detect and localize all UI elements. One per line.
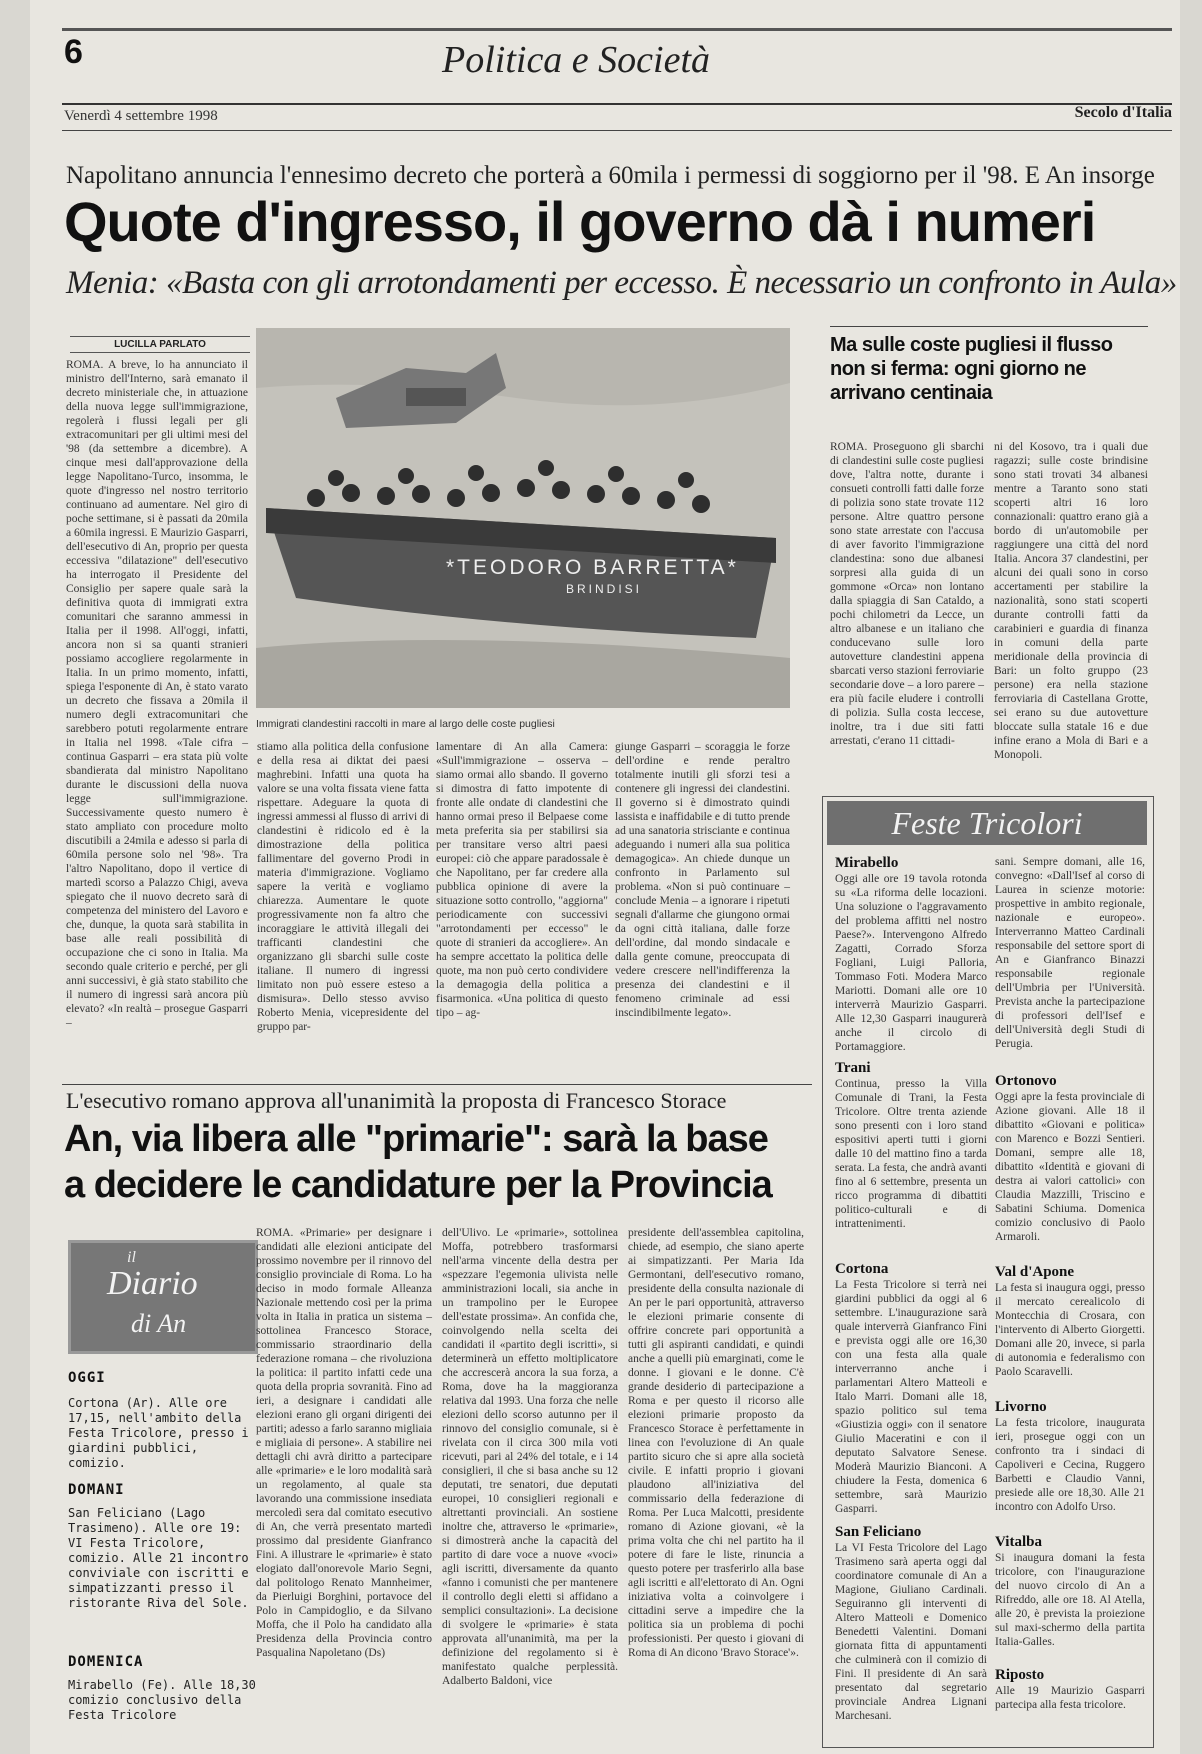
article2-column2: dell'Ulivo. Le «primarie», sottolinea Moffa, potrebbero trasformarsi nell'arma vincente della destra per «spezzare l'egemonia ulivista nelle amministrazioni locali, sia anche in un trampolino per le Europee dell'estate prossima». An confida che, coinvolgendo nella scelta dei candidati il «partito degli iscritti», si determinerà un effetto moltiplicatore che accrescerà ancora la sua forza, a Roma, dove ha la maggioranza relativa dal 1993. Una forza che nelle elezioni dello scorso autunno per il rinnovo del consiglio comunale, si è rivelata con il circa 300 mila voti ricevuti, pari al 24% del totale, e i 14 consiglieri, il che si basa anche su 12 deputati, tre senatori, due deputati europei, 10 consiglieri regionali e altrettanti provinciali. An sostiene inoltre che, attraverso le «primarie», si dimostrerà anche la capacità del partito di dare voce a nuove «voci» agli iscritti, diversamente da quanto «fanno i comunisti che per mantenere il controllo degli eletti si affidano a semplici consultazioni». La decisione di svolgere le «primarie» è stata approvata all'unanimità, ma per la definizione del regolamento si è manifestato qualche perplessità. Adalberto Baldoni, vice [442,1227,618,1687]
article2-kicker: L'esecutivo romano approva all'unanimità la proposta di Francesco Storace [66,1088,727,1113]
diario-title-block [68,1240,258,1354]
feste-text-continued: sani. Sempre domani, alle 16, convegno: «Dall'Isef al corso di Laurea in scienze motorie: prospettive in ambito regionale, nazionale e europeo». Interverranno Matteo Cardinali responsabile del settore sport di An e Gianfranco Binazzi responsabile regionale dell'Umbria per l'Università. Prevista anche la partecipazione di professori dell'Isef e dell'Università degli Studi di Perugia. [995,856,1145,1050]
diario-title-main: Diario [107,1265,198,1302]
diario-label-oggi: OGGI [68,1370,106,1386]
diario-label-domani: DOMANI [68,1482,125,1498]
feste-place-vitalba: Vitalba [995,1534,1042,1550]
feste-title: Feste Tricolori [891,805,1083,841]
article1-column3: lamentare di An alla Camera: «Sull'immigrazione – osserva – siamo ormai allo sbando. Il governo si dimostra di fatto impotente di fronte alle ondate di clandestini che hanno ormai preso il Belpaese come meta preferita sia per stabilirsi sia per transitare verso altri paesi europei: ciò che appare paradossale è che Napolitano, per far credere alla pubblica opinione di avere la situazione sotto controllo, "aggiorna" periodicamente con successivi "arrotondamenti per eccesso" le quote di stranieri da accogliere». An ha sempre accettato la politica delle quote, ma non può certo condividere la demagogia della politica a fisarmonica. «Una politica di questo tipo – ag- [436,741,608,1019]
newspaper-page [30,0,1180,1754]
sidebar-headline: Ma sulle coste pugliesi il flusso non si ferma: ogni giorno ne arrivano centinaia [830,334,1113,404]
boat-photo-illustration [256,328,790,708]
article2-top-rule [62,1084,812,1085]
feste-place-trani: Trani [835,1060,871,1076]
diario-text-domani: San Feliciano (Lago Trasimeno). Alle ore 19: VI Festa Tricolore, comizio. Alle 21 incontro conviviale con iscritti e simpatizzanti presso il ristorante Riva del Sole. [68,1506,249,1610]
feste-left-column [835,855,987,1721]
diario-entries [68,1370,258,1742]
photo-caption: Immigrati clandestini raccolti in mare al largo delle coste pugliesi [256,718,555,730]
page-number: 6 [64,33,83,71]
diario-text-domenica: Mirabello (Fe). Alle 18,30 comizio conclusivo della Festa Tricolore [68,1678,256,1722]
feste-text-riposto: Alle 19 Maurizio Gasparri partecipa alla festa tricolore. [995,1685,1145,1711]
sidebar-top-rule [830,326,1148,327]
feste-place-riposto: Riposto [995,1667,1045,1683]
feste-tricolori-box [822,796,1154,1748]
article1-headline: Quote d'ingresso, il governo dà i numeri [64,190,1096,253]
feste-place-mirabello: Mirabello [835,855,899,871]
feste-text-ortonovo: Oggi apre la festa provinciale di Azione giovani. Alle 18 il dibattito «Giovani e politica» con Marenco e Bozzi Sentieri. Domani, sempre alle 18, dibattito «Identità e giovani di destra ai valori cattolici» con Claudia Mazzilli, Triscino e Sabatini Schiuma. Domenica comizio conclusivo di Paolo Armaroli. [995,1091,1145,1243]
sidebar-column1: ROMA. Proseguono gli sbarchi di clandestini sulle coste pugliesi dove, l'altra notte, durante i consueti controlli fatti dalle forze di polizia sono state trovate 112 persone. Altre quattro persone sono state arrestate con l'accusa di aver favorito l'immigrazione clandestina: sono due albanesi sorpresi alla guida di un gommone «Orca» non lontano dalla spiaggia di San Cataldo, a pochi chilometri da Lecce, un altro albanese e un italiano che conducevano sulle loro autovetture clandestini appena sbarcati verso stazioni ferroviarie secondarie dove – a loro parere – era più facile eludere i controlli di polizia. Sulla costa leccese, inoltre, tra i due siti fatti arrestati, c'erano 11 cittadi- [830,441,984,747]
article1-column1: ROMA. A breve, lo ha annunciato il ministro dell'Interno, sarà emanato il decreto ministeriale che, in attuazione della nuova legge sull'immigrazione, regolerà i flussi legali per gli extracomunitari per gli ultimi mesi del '98 (da settembre a dicembre). A cinque mesi dall'approvazione della legge Napolitano-Turco, insomma, le quote d'ingresso nel nostro territorio continuano ad aumentare. Nel giro di poche settimane, si è passati da 20mila a 60mila ingressi. E Maurizio Gasparri, dell'esecutivo di An, proprio per questa eccessiva "dilatazione" dell'esecutivo ha interrogato il Presidente del Consiglio per sapere quale sarà la definitiva quota di immigrati extra comunitari che saranno ammessi in Italia per il 1998. All'oggi, infatti, ancora non si sa quanti stranieri possiamo accogliere regolarmente in Italia. In un primo momento, infatti, spiega l'esponente di An, è stato varato un decreto che fissava a 20mila il numero degli extracomunitari che sarebbero potuti regolarmente entrare in Italia nel 1998. «Tale cifra – continua Gasparri – era stata più volte sbandierata dal ministro Napolitano durante le discussioni della nuova legge sull'immigrazione. Successivamente questo numero è stato ampliato con procedure molto discutibili a 24mila e adesso si parla di 60mila persone solo nel '98». Tra l'altro Napolitano, dopo il vertice di martedì scorso a Palazzo Chigi, aveva spiegato che il nuovo decreto sarà di competenza del ministero del Lavoro e che, dunque, la quota sarà stabilita in base alle reali possibilità di occupazione che ci sono in Italia. Ma secondo quale criterio e perché, per gli anni successivi, è già stato stabilito che il numero di ingressi sarà ancora più elevato? «In realtà – prosegue Gasparri – [66,359,248,1029]
diario-text-oggi: Cortona (Ar). Alle ore 17,15, nell'ambito della Festa Tricolore, presso i giardini pubblici, comizio. [68,1396,249,1470]
diario-title-suffix: di An [131,1309,187,1338]
diario-title-prefix: il [127,1249,136,1266]
article2-column1: ROMA. «Primarie» per designare i candidati alle elezioni anticipate del prossimo novembre per il rinnovo del consiglio provinciale di Roma. Lo ha deciso in modo formale Alleanza Nazionale mettendo così per la prima volta in Italia in pratica un sistema – sottolinea Francesco Storace, commissario straordinario della federazione romana – che rivoluziona la politica: il partito infatti cede una quota della propria sovranità. Fino ad ieri, a designare i candidati alle elezioni erano gli organi dirigenti dei partiti; adesso a farlo saranno migliaia e migliaia di persone». A stabilire nei dettagli chi avrà diritto a partecipare alle «primarie» e le loro modalità sarà un regolamento, al quale sta lavorando una commissione insediata mercoledì sera dal comitato esecutivo di An, che verrà presentato martedì prossimo dal presidente Gianfranco Fini. A illustrare le «primarie» è stato elogiato dall'onorevole Mario Segni, dal politologo Renato Mannheimer, da Pierluigi Borghini, portavoce del Polo in Campidoglio, e da Silvano Moffa, che il Polo ha candidato alla Presidenza della Provincia contro Pasqualina Napoletano (Ds) [256,1227,432,1659]
issue-date: Venerdì 4 settembre 1998 [64,108,218,124]
sidebar-column2: ni del Kosovo, tra i quali due ragazzi; sulle coste brindisine sono stati trovati 34 albanesi mentre a Taranto sono stati scoperti altri 16 loro connazionali: quattro erano già a bordo di un'automobile per raggiungere una città del nord Italia. Ancora 37 clandestini, per alcuni dei quali sono in corso accertamenti per stabilire la nazionalità, sono stati scoperti durante controlli fatti da carabinieri e guardia di finanza in comuni della parte meridionale della provincia di Bari: un folto gruppo (23 persone) era nella stazione ferroviaria di Castellana Grotte, sei erano su due autovetture bloccate sulla statale 16 e due infine erano a Mola di Bari e a Monopoli. [994,441,1148,761]
boat-name: *TEODORO BARRETTA* [446,556,739,579]
masthead-rule [62,103,1172,105]
article1-kicker: Napolitano annuncia l'ennesimo decreto che porterà a 60mila i permessi di soggiorno per il '98. E An insorge [66,162,1155,189]
article2-column3: presidente dell'assemblea capitolina, chiede, ad esempio, che siano aperte ai simpatizzanti. Per Maria Ida Germontani, dell'esecutivo romano, presidente della consulta nazionale di An per le pari opportunità, attraverso le elezioni primarie consente di offrire concrete pari opportunità a tutti gli aspiranti candidati, e quindi anche a quelli più emarginati, come le donne. I giovani e le donne. C'è grande desiderio di partecipazione a Roma e per questo il ricorso alle elezioni primarie proposto da Francesco Storace è perfettamente in linea con l'evoluzione di An quale partito sicuro che si apre alla società civile. E infatti proprio i giovani plaudono all'iniziativa del commissario della federazione di Roma. Per Luca Malcotti, presidente romano di Azione giovani, «è la prima volta che chi nel partito ha il potere di fare le liste, rinuncia a questo potere per trasferirlo alla base agli iscritti e all'elettorato di An. Ogni iniziativa volta a coinvolgere i cittadini serve a impedire che la politica sia un problema di pochi professionisti. Per questo i giovani di Roma di An dicono 'Bravo Storace'». [628,1227,804,1659]
feste-text-san-feliciano: La VI Festa Tricolore del Lago Trasimeno sarà aperta oggi dal coordinatore comunale di An a Magione, Giuliano Cardinali. Seguiranno gli interventi di Altero Matteoli e Domenico Benedetti Valentini. Domani giornata fitta di appuntamenti che culminerà con il comizio di Fini. Il presidente di An sarà presentato dal segretario provinciale Andrea Lignani Marchesani. [835,1542,987,1722]
feste-text-cortona: La Festa Tricolore si terrà nei giardini pubblici da oggi al 6 settembre. L'inaugurazione sarà quale interverrà Gianfranco Fini e prevista oggi alle ore 16,30 con una festa alla quale interverranno anche i parlamentari Altero Matteoli e Italo Marri. Domani alle 18, spazio politico sul tema «Giustizia oggi» con il senatore Giulio Maceratini e con il deputato Salvatore Senese. Moderà Maurizio Bianconi. A chiudere la Festa, domenica 6 settembre, sarà Maurizio Gasparri. [835,1279,987,1515]
newspaper-name: Secolo d'Italia [1074,104,1172,121]
feste-text-mirabello: Oggi alle ore 19 tavola rotonda su «La riforma delle locazioni. Una soluzione o l'aggravamento del problema affitti nel nostro Paese?». Intervengono Alfredo Zagatti, Corrado Sforza Fogliani, Luigi Palloria, Tommaso Foti. Modera Marco Mariotti. Domani alle ore 10 interverrà Maurizio Gasparri. Alle 12,30 Gasparri inaugurerà anche il circolo di Portamaggiore. [835,873,987,1053]
feste-place-val-dapone: Val d'Apone [995,1264,1075,1280]
boat-port: BRINDISI [566,582,643,596]
article1-photo [256,328,790,708]
feste-text-val-dapone: La festa si inaugura oggi, presso il mercato cerealicolo di Montecchia di Crosara, con l'intervento di Alberto Giorgetti. Domani alle 20, invece, si parla di autonomia e federalismo con Paolo Scaravelli. [995,1282,1145,1378]
article1-subhead: Menia: «Basta con gli arrotondamenti per eccesso. È necessario un confronto in Aula» [66,265,1177,301]
feste-place-livorno: Livorno [995,1399,1047,1415]
feste-place-san-feliciano: San Feliciano [835,1524,922,1540]
feste-place-cortona: Cortona [835,1261,889,1277]
article1-byline: LUCILLA PARLATO [70,336,250,353]
section-title: Politica e Società [442,39,711,81]
diario-label-domenica: DOMENICA [68,1654,144,1670]
feste-text-livorno: La festa tricolore, inaugurata ieri, prosegue oggi con un confronto tra i sindaci di Capoliveri e Cecina, Ruggero Barbetti e Claudio Vanni, presiede alle ore 18,30. Alle 21 incontro con Adolfo Urso. [995,1417,1145,1513]
feste-text-trani: Continua, presso la Villa Comunale di Trani, la Festa Tricolore. Oltre trenta aziende sono presenti con i loro stand espositivi aperti tutti i giorni dalle 10 del mattino fino a tarda serata. La festa, che andrà avanti fino al 6 settembre, presenta un ricco programma di dibattiti politico-culturali e di intrattenimenti. [835,1078,987,1230]
feste-place-ortonovo: Ortonovo [995,1073,1057,1089]
feste-right-column [995,855,1145,1714]
article2-headline-line2: a decidere le candidature per la Provincia [64,1164,772,1206]
article1-column4: giunge Gasparri – scoraggia le forze dell'ordine e rende peraltro totalmente inutili gli sforzi tesi a contenere gli ingressi dei clandestini. Il governo si è dimostrato quindi lassista e inaffidabile e di tutto prende ad una sanatoria strisciante e continua adeguando i numeri alla sua politica demagogica». An chiede dunque un confronto in Parlamento sul problema. «Non si può continuare – conclude Menia – a ignorare i ripetuti segnali d'allarme che giungono ormai da ogni città italiana, dalle forze dell'ordine, dal mondo sindacale e dalla gente comune, preoccupata di vedere crescere nell'indifferenza la presenza dei clandestini e il fenomeno criminale ad essi inscindibilmente legato». [615,741,790,1019]
diario-box [68,1240,258,1722]
date-rule [62,130,1172,131]
article1-column2: stiamo alla politica della confusione e della resa ai diktat dei paesi maghrebini. Infatti una quota ha valore se una volta fissata viene fatta rispettare. Adeguare la quota di ingressi ammessi al flusso di arrivi di clandestini è ridicolo ed è la dimostrazione della politica fallimentare del governo Prodi in materia d'immigrazione. Vogliamo sapere la verità e vogliamo chiarezza. Aumentare le quote progressivamente non fa altro che incoraggiare le attività illegali dei trafficanti clandestini che organizzano gli sbarchi sulle coste italiane. Il numero di ingressi limitato non può essere esteso a dismisura». Dello stesso avviso Roberto Menia, vicepresidente del gruppo par- [257,741,429,1033]
feste-text-vitalba: Si inaugura domani la festa tricolore, con l'inaugurazione del nuovo circolo di An a Rifreddo, alle ore 18. Al Atella, alle 20, è prevista la proiezione sul maxi-schermo della partita Italia-Galles. [995,1552,1145,1648]
top-rule [62,28,1172,31]
article2-headline-line1: An, via libera alle "primarie": sarà la base [64,1118,768,1160]
